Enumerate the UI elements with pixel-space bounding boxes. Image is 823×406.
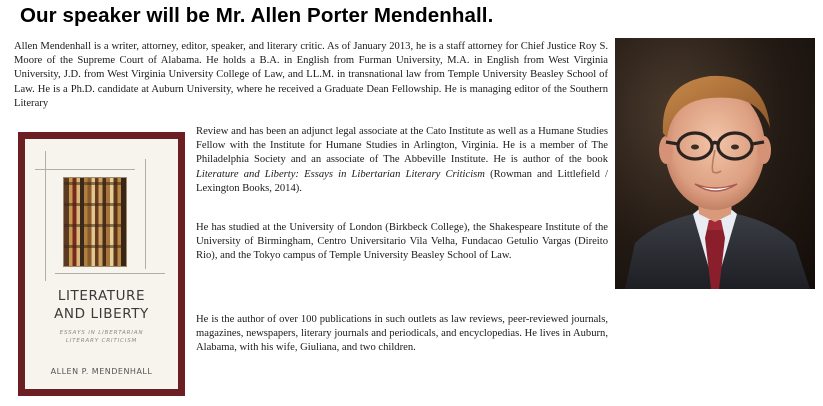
bio-continued-end: (Rowman and Littlefield / Lexington Books, 2014). (196, 168, 608, 194)
bio-paragraph-intro-continued (196, 125, 608, 196)
book-cover-inner (25, 139, 178, 389)
book-title-reference: Literature and Liberty: Essays in Libertarian Literary Criticism (196, 168, 485, 180)
book-cover-subtitle-line2: LITERARY CRITICISM (65, 338, 138, 344)
book-cover-title-line2: AND LIBERTY (54, 306, 149, 322)
bio-paragraph-publications: He is the author of over 100 publications in such outlets as law reviews, peer-reviewed journals, magazines, newspapers, literary journals and periodicals, and encyclopedias. He lives in Auburn, Alabama, with his wife, Giuliana, and two children. (196, 314, 608, 354)
speaker-portrait-photo (615, 38, 815, 289)
bookshelf-image (63, 177, 127, 267)
book-cover-title (25, 287, 178, 323)
bio-paragraph-education: He has studied at the University of London (Birkbeck College), the Shakespeare Institute of the University of Birmingham, Centro Universitario Vila Velha, Fundacao Getulio Vargas (Direito Rio), and the Tokyo campus of Temple University Beasley School of Law. (196, 222, 608, 262)
book-cover-title-line1: LITERATURE (57, 288, 146, 304)
headline: Our speaker will be Mr. Allen Porter Mendenhall. (20, 4, 494, 27)
book-cover-subtitle-line1: ESSAYS IN LIBERTARIAN (59, 330, 144, 336)
bio-continued-start: Review and has been an adjunct legal associate at the Cato Institute as well as a Humane Studies Fellow with the Institute for Humane Studies in Arlington, Virginia. He is a member of The Philadelphia Society and an associate of The Abbeville Institute. He is author of the book (196, 126, 608, 166)
book-cover-subtitle (25, 329, 178, 345)
portrait-illustration (615, 38, 815, 289)
book-cover (18, 132, 185, 396)
book-cover-author: ALLEN P. MENDENHALL (50, 367, 153, 376)
bio-paragraph-intro: Allen Mendenhall is a writer, attorney, editor, speaker, and literary critic. As of January 2013, he is a staff attorney for Chief Justice Roy S. Moore of the Supreme Court of Alabama. He holds a B.A. in English from Furman University, M.A. in English from West Virginia University, J.D. from West Virginia University College of Law, and LL.M. in transnational law from Temple University Beasley School of Law. He is a Ph.D. candidate at Auburn University, where he received a Graduate Dean Fellowship. He is managing editor of the Southern Literary (14, 41, 608, 109)
